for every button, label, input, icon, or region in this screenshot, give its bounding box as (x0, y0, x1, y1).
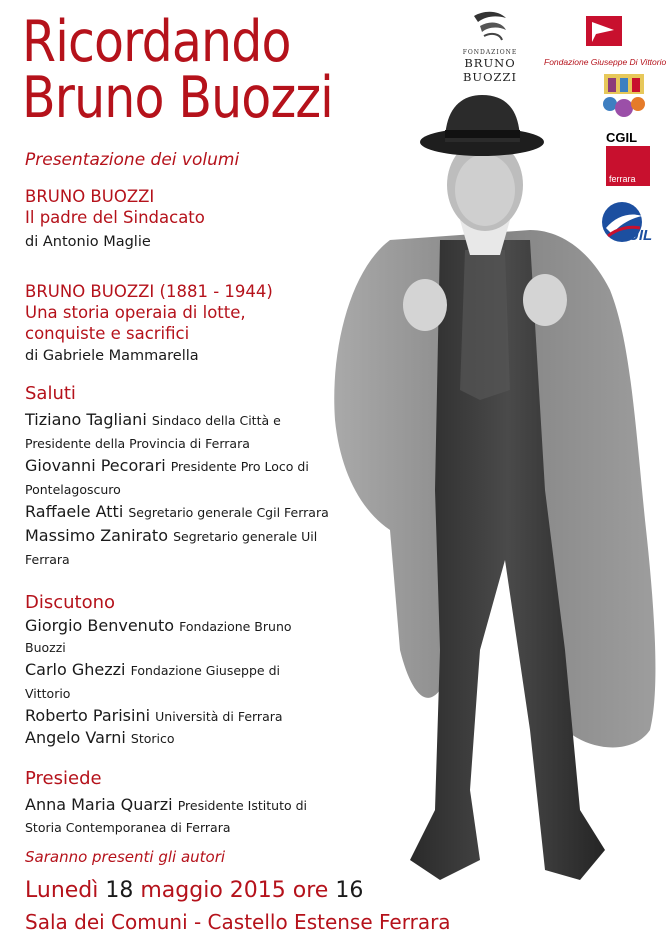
book-1-author: di Antonio Maglie (25, 234, 151, 250)
presentazione-heading: Presentazione dei volumi (25, 150, 240, 170)
book-1-title: BRUNO BUOZZI (25, 187, 155, 206)
person-name: Angelo Varni (25, 728, 126, 747)
fondazione-di-vittorio-logo (544, 14, 667, 67)
saluti-person-1-role-cont: Presidente della Provincia di Ferrara (25, 436, 250, 451)
person-role: Presidente Pro Loco di (170, 459, 309, 474)
proloco-logo (598, 70, 650, 120)
saluti-heading: Saluti (25, 383, 76, 404)
uil-logo (598, 198, 662, 258)
date-day: Lunedì (25, 878, 99, 903)
person-name: Giorgio Benvenuto (25, 616, 175, 635)
discutono-person-1 (25, 616, 292, 635)
book-2-author: di Gabriele Mammarella (25, 348, 199, 364)
cgil-word: CGIL (606, 130, 638, 145)
person-role: Università di Ferrara (155, 709, 283, 724)
di-vittorio-caption: Fondazione Giuseppe Di Vittorio (544, 57, 667, 67)
fondazione-small-label: FONDAZIONE (462, 49, 518, 56)
saluti-person-1 (25, 410, 281, 429)
presiede-person-1-role-cont: Storia Contemporanea di Ferrara (25, 820, 231, 835)
fondazione-bruno-buozzi-logo (440, 10, 540, 84)
title-line-2: Bruno Buozzi (22, 65, 333, 131)
saluti-person-3 (25, 502, 329, 521)
person-name: Tiziano Tagliani (25, 410, 147, 429)
poster-title (22, 9, 333, 131)
cgil-city: ferrara (609, 174, 636, 184)
person-name: Roberto Parisini (25, 706, 151, 725)
authors-present-note: Saranno presenti gli autori (25, 848, 226, 866)
person-name: Anna Maria Quarzi (25, 795, 173, 814)
person-role: Segretario generale Cgil Ferrara (128, 505, 329, 520)
event-place: Sala dei Comuni - Castello Estense Ferrara (25, 910, 451, 934)
saluti-person-2 (25, 456, 309, 475)
cgil-logo (606, 130, 656, 188)
discutono-person-1-role-cont: Buozzi (25, 640, 66, 655)
date-month-year: maggio 2015 ore (140, 878, 329, 903)
fondazione-bird-icon (470, 10, 510, 44)
person-name: Carlo Ghezzi (25, 660, 126, 679)
discutono-person-3 (25, 706, 283, 725)
book-2-subtitle-2: conquiste e sacrifici (25, 324, 190, 343)
person-name: Massimo Zanirato (25, 526, 168, 545)
book-2-title: BRUNO BUOZZI (1881 - 1944) (25, 282, 273, 301)
person-name: Raffaele Atti (25, 502, 124, 521)
discutono-person-2 (25, 660, 280, 679)
person-role: Fondazione Bruno (179, 619, 292, 634)
saluti-person-2-role-cont: Pontelagoscuro (25, 482, 121, 497)
person-role: Storico (130, 731, 175, 746)
person-name: Giovanni Pecorari (25, 456, 166, 475)
person-role: Fondazione Giuseppe di (130, 663, 280, 678)
presiede-person-1 (25, 795, 307, 814)
saluti-person-4-role-cont: Ferrara (25, 552, 70, 567)
date-number: 18 (105, 878, 134, 903)
uil-word: UIL (628, 227, 653, 244)
person-role: Presidente Istituto di (177, 798, 307, 813)
di-vittorio-flag-icon (584, 14, 624, 48)
discutono-person-2-role-cont: Vittorio (25, 686, 71, 701)
cgil-red-box (606, 146, 650, 186)
uil-city: Ferrara (632, 246, 662, 256)
book-1-subtitle: Il padre del Sindacato (25, 208, 205, 227)
date-hour: 16 (335, 878, 364, 903)
title-line-1: Ricordando (22, 9, 291, 75)
book-2-subtitle-1: Una storia operaia di lotte, (25, 303, 246, 322)
presiede-heading: Presiede (25, 768, 102, 789)
person-role: Segretario generale Uil (173, 529, 318, 544)
event-date (25, 878, 363, 903)
discutono-heading: Discutono (25, 592, 116, 613)
fondazione-big-label: BRUNO BUOZZI (462, 56, 518, 84)
person-role: Sindaco della Città e (151, 413, 281, 428)
saluti-person-4 (25, 526, 317, 545)
discutono-person-4 (25, 728, 175, 747)
